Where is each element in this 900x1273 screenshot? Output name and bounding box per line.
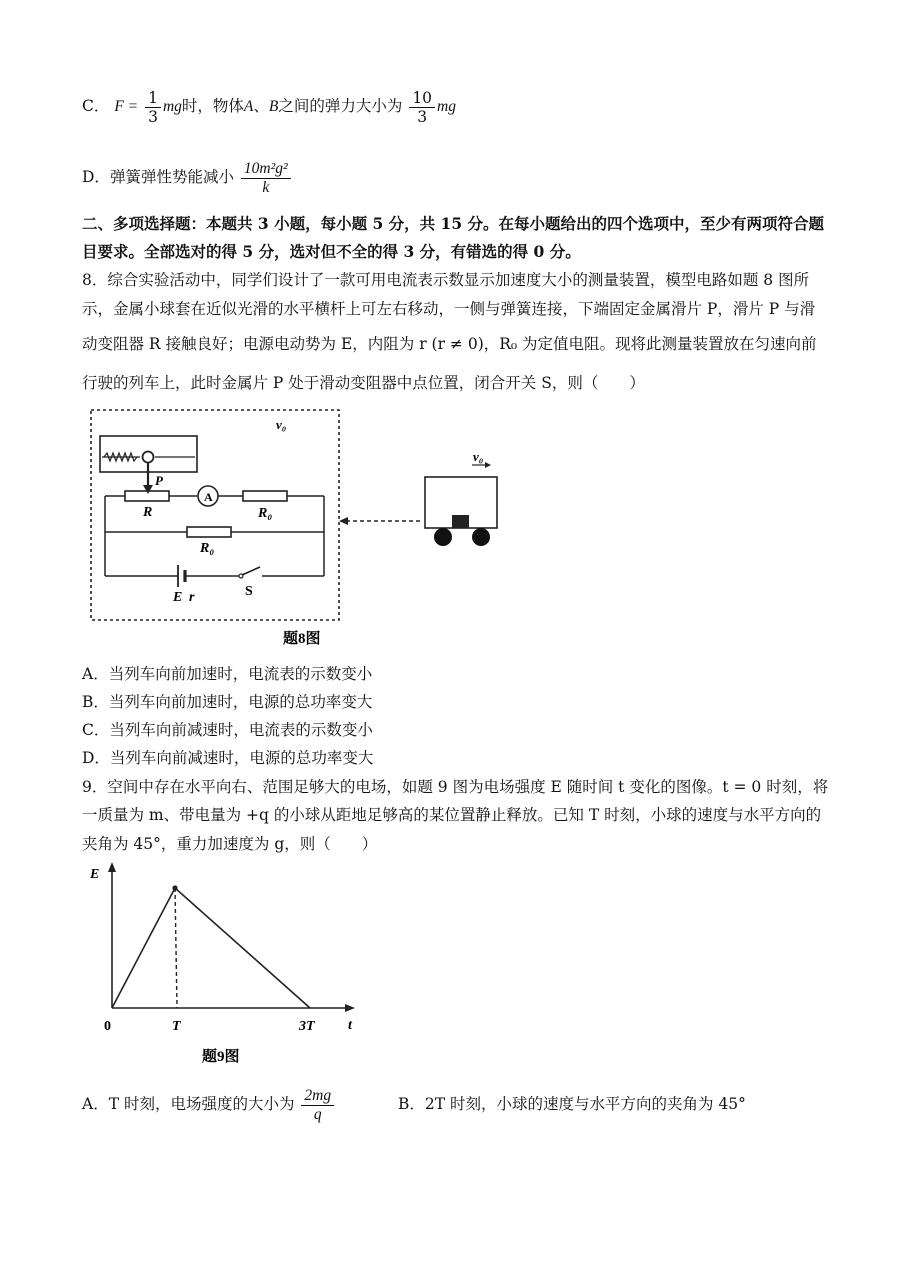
spring-icon (104, 453, 137, 461)
figure9-caption: 题9图 (202, 1049, 240, 1065)
arrow-head-icon (339, 517, 348, 525)
switch-icon (242, 567, 260, 575)
formula-lhs: F = (114, 98, 139, 115)
x-label-t: t (348, 1018, 352, 1033)
label-P: P (155, 473, 163, 488)
option-text-2: 之间的弹力大小为 (278, 97, 403, 115)
dashed-drop-line (175, 888, 177, 1008)
dashed-device-box (91, 410, 339, 620)
q9-graph (80, 858, 380, 1073)
label-E: E (173, 590, 183, 605)
cart-label-v0: v₀ (473, 449, 484, 464)
tick-0: 0 (104, 1019, 111, 1034)
option-letter: C． (82, 97, 110, 115)
q9-option-a (82, 1082, 336, 1126)
section-heading-line2: 目要求。全部选对的得 5 分，选对但不全的得 3 分，有错选的得 0 分。 (82, 242, 581, 261)
q8-stem-line4: 行驶的列车上，此时金属片 P 处于滑动变阻器中点位置，闭合开关 S，则（ ） (82, 374, 645, 392)
falling-segment (175, 888, 310, 1008)
resistor-R0-top (243, 491, 287, 501)
label-R: R (143, 505, 153, 520)
cart-device-block (452, 515, 469, 528)
velocity-arrow-icon (485, 462, 491, 468)
q7-option-c (82, 86, 456, 126)
q8-option-b: B．当列车向前加速时，电源的总功率变大 (82, 693, 373, 711)
label-R0-middle: R₀ (200, 541, 215, 556)
tick-T: T (172, 1019, 181, 1034)
slider-arrow-icon (143, 485, 153, 494)
y-label-E: E (90, 867, 100, 882)
figure8-caption: 题8图 (283, 631, 321, 647)
q8-stem-line1: 8．综合实验活动中，同学们设计了一款可用电流表示数显示加速度大小的测量装置，模型电路如题 8 图所 (82, 271, 810, 289)
q8-circuit-figure (80, 405, 520, 650)
q7-option-d (82, 155, 293, 199)
label-S: S (245, 584, 253, 599)
fraction-ten-thirds: $\frac{10}{3}$ (409, 89, 435, 126)
mg-symbol-2: mg (437, 98, 456, 115)
fraction-2mg-q: $\frac{2mg}{q}$ (301, 1087, 334, 1124)
rheostat-R (125, 491, 169, 501)
cart-wheel-left (434, 528, 452, 546)
tick-3T: 3T (299, 1019, 315, 1034)
label-r: r (189, 590, 195, 605)
label-v0: v₀ (276, 417, 287, 432)
q8-option-a: A．当列车向前加速时，电流表的示数变小 (82, 665, 373, 683)
option-a-text: A．T 时刻，电场强度的大小为 (82, 1095, 295, 1113)
object-a: A (243, 98, 254, 115)
rising-segment (112, 888, 175, 1008)
fraction-energy: $\frac{\text{10m²g²}}{k}$ (241, 160, 291, 197)
q9-stem-line3: 夹角为 45°，重力加速度为 g，则（ ） (82, 835, 378, 853)
y-axis-arrow-icon (108, 862, 116, 872)
option-letter: D． (82, 168, 110, 186)
q8-stem-line2: 示，金属小球套在近似光滑的水平横杆上可左右移动，一侧与弹簧连接，下端固定金属滑片 P，滑片 P 与滑 (82, 300, 816, 318)
q8-option-d: D．当列车向前减速时，电源的总功率变大 (82, 749, 374, 767)
q9-stem-line1: 9．空间中存在水平向右、范围足够大的电场，如题 9 图为电场强度 E 随时间 t 变化的图像。t = 0 时刻，将 (82, 778, 829, 796)
metal-ball (143, 452, 154, 463)
cart-wheel-right (472, 528, 490, 546)
q9-stem-line2: 一质量为 m、带电量为 +q 的小球从距地足够高的某位置静止释放。已知 T 时刻，小球的速度与水平方向的 (82, 806, 822, 824)
section-heading-line1: 二、多项选择题：本题共 3 小题，每小题 5 分，共 15 分。在每小题给出的四个选项中，至少有两项符合题 (82, 214, 825, 233)
q9-option-b: B．2T 时刻，小球的速度与水平方向的夹角为 45° (398, 1095, 746, 1113)
x-axis-arrow-icon (345, 1004, 355, 1012)
option-text: 时，物体 (181, 97, 244, 115)
object-b: B (268, 98, 279, 115)
q8-option-c: C．当列车向前减速时，电流表的示数变小 (82, 721, 373, 739)
label-R0-top: R₀ (258, 506, 273, 521)
option-text: 弹簧弹性势能减小 (109, 168, 234, 186)
peak-point (172, 885, 177, 890)
ammeter-label: A (204, 490, 213, 504)
fraction-one-third: $\frac{1}{3}$ (145, 89, 161, 126)
separator: 、 (253, 97, 269, 115)
mg-symbol: mg (162, 98, 182, 115)
resistor-R0-middle (187, 527, 231, 537)
q8-stem-line3: 动变阻器 R 接触良好；电源电动势为 E，内阻为 r (r ≠ 0)，R₀ 为定值电阻。现将此测量装置放在匀速向前 (82, 335, 817, 353)
